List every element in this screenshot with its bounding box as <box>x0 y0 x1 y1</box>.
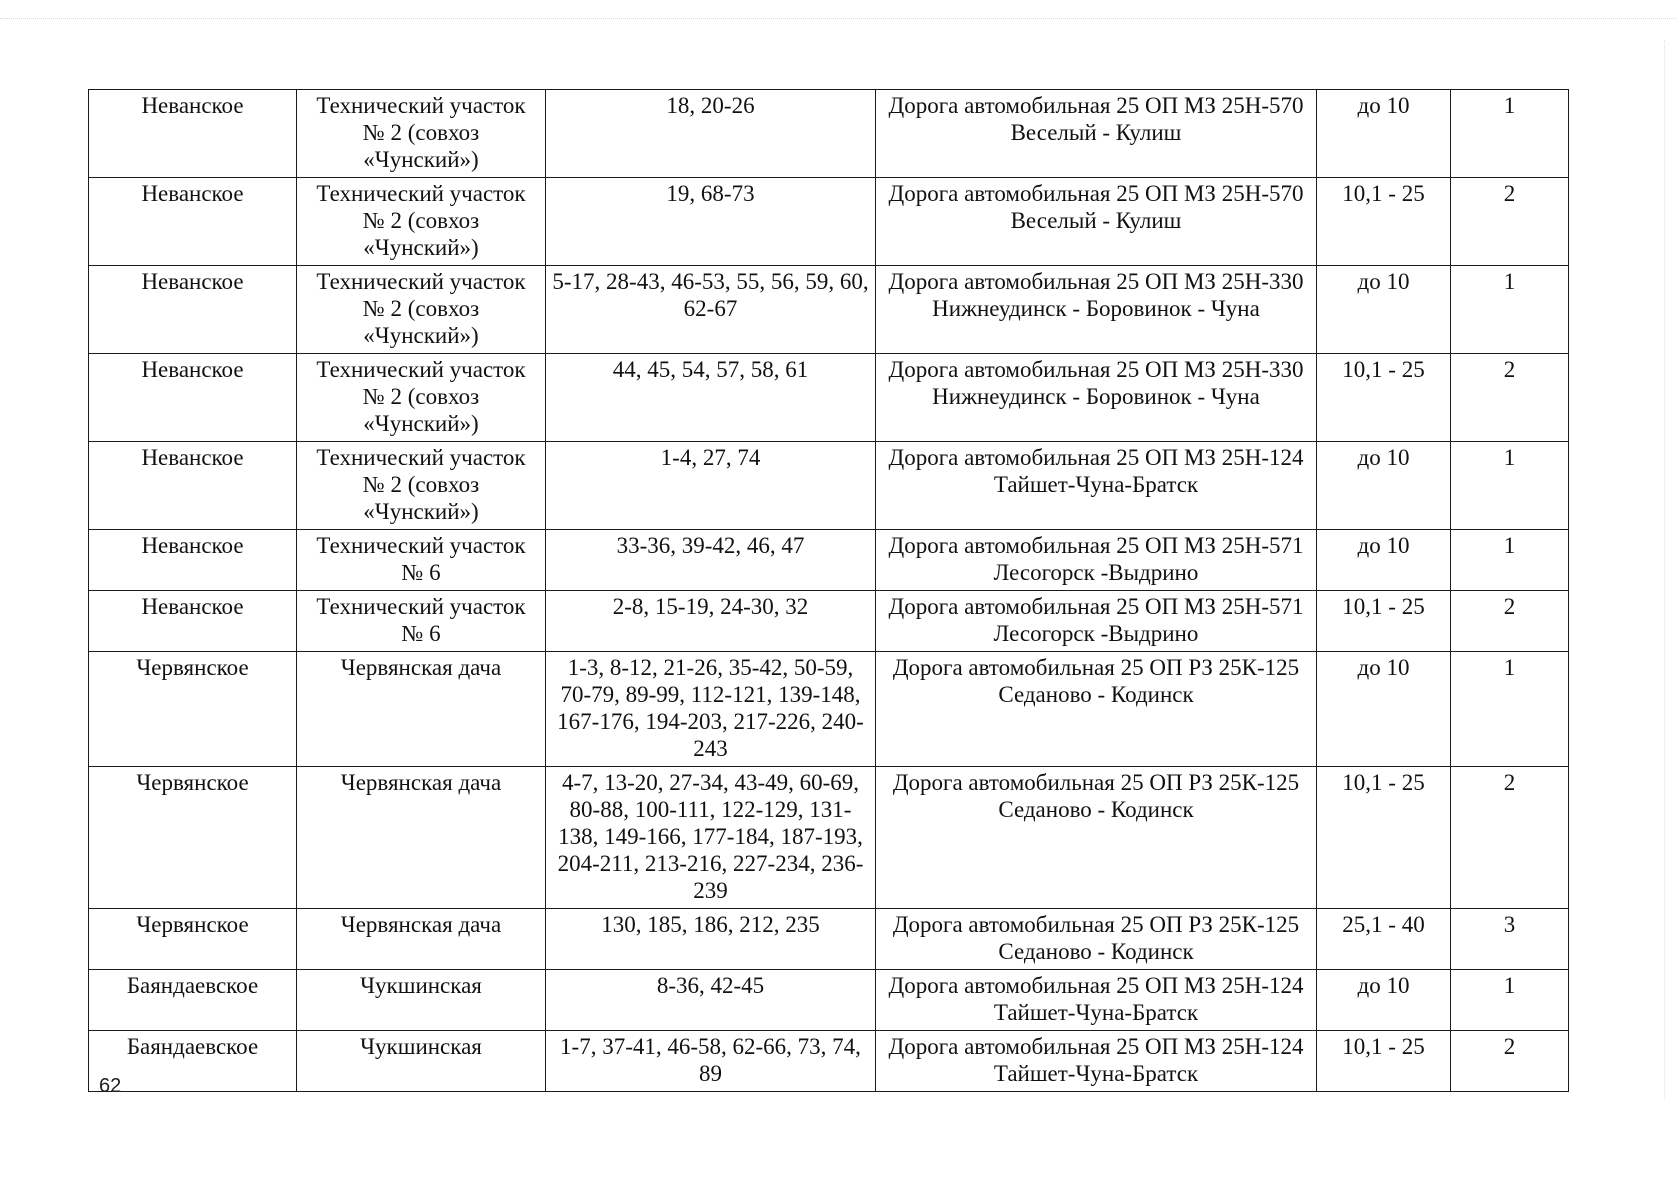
cell-quarters: 1-7, 37-41, 46-58, 62-66, 73, 74, 89 <box>546 1031 876 1092</box>
table-row <box>89 90 1569 178</box>
table-row <box>89 909 1569 970</box>
cell-site: Технический участок № 6 <box>297 591 546 652</box>
table-row <box>89 530 1569 591</box>
cell-settlement: Баяндаевское <box>89 1031 297 1092</box>
cell-road: Дорога автомобильная 25 ОП МЗ 25Н-124 Тайшет-Чуна-Братск <box>876 1031 1317 1092</box>
table-row <box>89 591 1569 652</box>
cell-settlement: Неванское <box>89 591 297 652</box>
cell-settlement: Червянское <box>89 767 297 909</box>
cell-quarters: 1-4, 27, 74 <box>546 442 876 530</box>
cell-settlement: Баяндаевское <box>89 970 297 1031</box>
cell-settlement: Неванское <box>89 530 297 591</box>
cell-zone: 1 <box>1451 530 1569 591</box>
cell-settlement: Неванское <box>89 354 297 442</box>
top-scan-border <box>0 18 1676 19</box>
cell-quarters: 33-36, 39-42, 46, 47 <box>546 530 876 591</box>
cell-distance: 25,1 - 40 <box>1317 909 1451 970</box>
cell-zone: 1 <box>1451 970 1569 1031</box>
cell-zone: 1 <box>1451 266 1569 354</box>
cell-road: Дорога автомобильная 25 ОП МЗ 25Н-571 Лесогорск -Выдрино <box>876 591 1317 652</box>
cell-distance: до 10 <box>1317 530 1451 591</box>
cell-settlement: Неванское <box>89 178 297 266</box>
cell-site: Червянская дача <box>297 652 546 767</box>
cell-zone: 1 <box>1451 90 1569 178</box>
forestry-table <box>88 89 1569 1092</box>
cell-distance: до 10 <box>1317 652 1451 767</box>
cell-site: Чукшинская <box>297 970 546 1031</box>
cell-quarters: 18, 20-26 <box>546 90 876 178</box>
cell-site: Технический участок № 2 (совхоз «Чунский») <box>297 354 546 442</box>
cell-distance: 10,1 - 25 <box>1317 591 1451 652</box>
cell-distance: до 10 <box>1317 442 1451 530</box>
cell-quarters: 1-3, 8-12, 21-26, 35-42, 50-59, 70-79, 89-99, 112-121, 139-148, 167-176, 194-203, 217-226, 240-243 <box>546 652 876 767</box>
cell-distance: 10,1 - 25 <box>1317 767 1451 909</box>
cell-zone: 2 <box>1451 767 1569 909</box>
cell-distance: 10,1 - 25 <box>1317 1031 1451 1092</box>
cell-zone: 3 <box>1451 909 1569 970</box>
cell-site: Червянская дача <box>297 909 546 970</box>
cell-road: Дорога автомобильная 25 ОП МЗ 25Н-570 Веселый - Кулиш <box>876 178 1317 266</box>
cell-road: Дорога автомобильная 25 ОП МЗ 25Н-571 Лесогорск -Выдрино <box>876 530 1317 591</box>
cell-distance: до 10 <box>1317 90 1451 178</box>
cell-distance: до 10 <box>1317 266 1451 354</box>
cell-zone: 2 <box>1451 591 1569 652</box>
cell-quarters: 5-17, 28-43, 46-53, 55, 56, 59, 60, 62-67 <box>546 266 876 354</box>
cell-settlement: Неванское <box>89 90 297 178</box>
cell-distance: 10,1 - 25 <box>1317 178 1451 266</box>
cell-road: Дорога автомобильная 25 ОП МЗ 25Н-570 Веселый - Кулиш <box>876 90 1317 178</box>
cell-site: Технический участок № 2 (совхоз «Чунский») <box>297 90 546 178</box>
cell-zone: 2 <box>1451 1031 1569 1092</box>
cell-site: Червянская дача <box>297 767 546 909</box>
table-row <box>89 767 1569 909</box>
cell-site: Технический участок № 2 (совхоз «Чунский») <box>297 266 546 354</box>
cell-zone: 1 <box>1451 442 1569 530</box>
cell-road: Дорога автомобильная 25 ОП МЗ 25Н-124 Тайшет-Чуна-Братск <box>876 970 1317 1031</box>
cell-distance: 10,1 - 25 <box>1317 354 1451 442</box>
cell-quarters: 130, 185, 186, 212, 235 <box>546 909 876 970</box>
cell-site: Технический участок № 2 (совхоз «Чунский») <box>297 178 546 266</box>
cell-site: Чукшинская <box>297 1031 546 1092</box>
cell-distance: до 10 <box>1317 970 1451 1031</box>
table-row <box>89 178 1569 266</box>
cell-quarters: 44, 45, 54, 57, 58, 61 <box>546 354 876 442</box>
cell-zone: 2 <box>1451 178 1569 266</box>
cell-site: Технический участок № 6 <box>297 530 546 591</box>
right-scan-border <box>1664 40 1665 1100</box>
cell-quarters: 4-7, 13-20, 27-34, 43-49, 60-69, 80-88, 100-111, 122-129, 131-138, 149-166, 177-184, 187-193, 204-211, 213-216, 227-234, 236-239 <box>546 767 876 909</box>
table-row <box>89 1031 1569 1092</box>
cell-settlement: Неванское <box>89 266 297 354</box>
cell-zone: 2 <box>1451 354 1569 442</box>
cell-settlement: Неванское <box>89 442 297 530</box>
cell-road: Дорога автомобильная 25 ОП МЗ 25Н-330 Нижнеудинск - Боровинок - Чуна <box>876 266 1317 354</box>
cell-road: Дорога автомобильная 25 ОП РЗ 25К-125 Седаново - Кодинск <box>876 909 1317 970</box>
cell-site: Технический участок № 2 (совхоз «Чунский») <box>297 442 546 530</box>
cell-zone: 1 <box>1451 652 1569 767</box>
cell-quarters: 19, 68-73 <box>546 178 876 266</box>
cell-settlement: Червянское <box>89 652 297 767</box>
table-row <box>89 354 1569 442</box>
table-row <box>89 442 1569 530</box>
cell-road: Дорога автомобильная 25 ОП МЗ 25Н-330 Нижнеудинск - Боровинок - Чуна <box>876 354 1317 442</box>
table-row <box>89 652 1569 767</box>
cell-quarters: 2-8, 15-19, 24-30, 32 <box>546 591 876 652</box>
cell-road: Дорога автомобильная 25 ОП РЗ 25К-125 Седаново - Кодинск <box>876 767 1317 909</box>
page-number: 62 <box>99 1075 122 1097</box>
table-row <box>89 970 1569 1031</box>
cell-road: Дорога автомобильная 25 ОП МЗ 25Н-124 Тайшет-Чуна-Братск <box>876 442 1317 530</box>
table-row <box>89 266 1569 354</box>
cell-quarters: 8-36, 42-45 <box>546 970 876 1031</box>
cell-road: Дорога автомобильная 25 ОП РЗ 25К-125 Седаново - Кодинск <box>876 652 1317 767</box>
table-body <box>89 90 1569 1092</box>
cell-settlement: Червянское <box>89 909 297 970</box>
